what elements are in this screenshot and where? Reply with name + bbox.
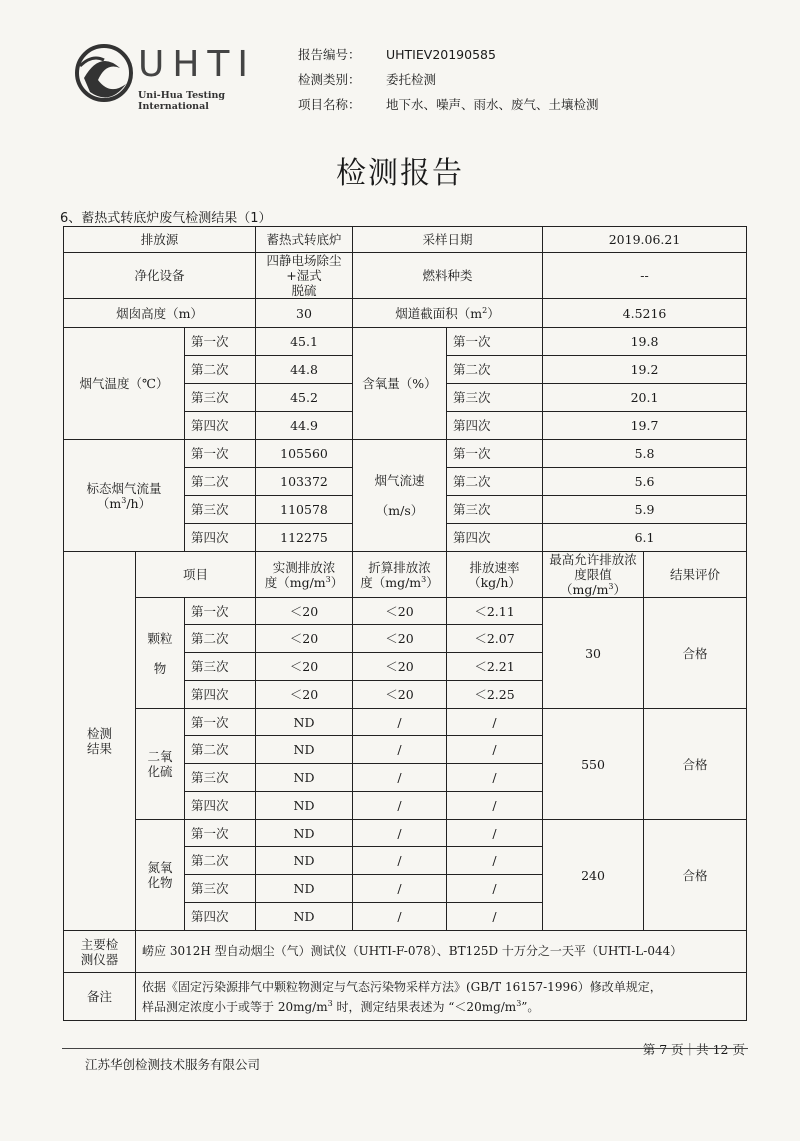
round-label: 第二次 xyxy=(447,356,543,384)
project-label: 项目名称： xyxy=(298,97,361,112)
flow-label-2a: （m xyxy=(96,495,122,511)
measured-value: ＜20 xyxy=(256,681,353,709)
measured-value: ＜20 xyxy=(256,653,353,681)
results-table xyxy=(63,226,747,1021)
project: 地下水、噪声、雨水、废气、土壤检测 xyxy=(386,97,599,112)
oxygen-label: 含氧量（%） xyxy=(353,328,447,440)
temp-label: 烟气温度（℃） xyxy=(64,328,185,440)
rate-value: / xyxy=(447,847,543,875)
remark-line-2c: ”。 xyxy=(521,999,540,1014)
measured-header-2b: ） xyxy=(330,574,344,590)
round-label: 第四次 xyxy=(185,681,256,709)
footer-divider xyxy=(62,1048,748,1049)
speed-value: 5.8 xyxy=(543,440,747,468)
flow-value: 110578 xyxy=(256,496,353,524)
measured-header xyxy=(256,552,353,598)
table-row xyxy=(64,552,747,598)
pollutant-name xyxy=(136,598,185,709)
converted-value: / xyxy=(353,820,447,847)
limit-value: 30 xyxy=(543,598,644,709)
converted-value: / xyxy=(353,709,447,736)
round-label: 第二次 xyxy=(185,847,256,875)
instrument-label-1: 主要检 xyxy=(80,936,119,952)
round-label: 第三次 xyxy=(185,875,256,903)
converted-header-2a: 度（mg/m xyxy=(360,574,422,590)
pollutant-name-1: 氮氧 xyxy=(147,860,173,875)
round-label: 第四次 xyxy=(185,524,256,552)
source-value: 蓄热式转底炉 xyxy=(256,227,353,253)
round-label: 第一次 xyxy=(185,820,256,847)
round-label: 第二次 xyxy=(185,625,256,653)
test-result-1: 检测 xyxy=(86,726,112,741)
round-label: 第一次 xyxy=(185,598,256,625)
measured-header-sup: 3 xyxy=(325,574,331,584)
limit-value: 550 xyxy=(543,709,644,820)
remark-sup: 3 xyxy=(327,998,333,1008)
oxygen-value: 19.7 xyxy=(543,412,747,440)
flow-value: 105560 xyxy=(256,440,353,468)
remark-label: 备注 xyxy=(64,973,136,1021)
flow-value: 112275 xyxy=(256,524,353,552)
remark-sup-2: 3 xyxy=(516,998,522,1008)
pollutant-name-2: 物 xyxy=(153,660,167,676)
measured-header-1: 实测排放浓 xyxy=(272,559,336,575)
rate-value: / xyxy=(447,736,543,764)
page-number: 第 7 页｜共 12 页 xyxy=(642,1042,745,1057)
round-label: 第一次 xyxy=(185,328,256,356)
converted-header-sup: 3 xyxy=(421,574,427,584)
measured-value: ND xyxy=(256,764,353,792)
oxygen-value: 20.1 xyxy=(543,384,747,412)
measured-value: ＜20 xyxy=(256,625,353,653)
converted-header-1: 折算排放浓 xyxy=(368,559,431,575)
limit-header-2a: 度限值（mg/m xyxy=(560,567,612,597)
purify-line-2: 脱硫 xyxy=(291,283,317,298)
instrument-text: 崂应 3012H 型自动烟尘（气）测试仪（UHTI-F-078）、BT125D 十万分之一天平（UHTI-L-044） xyxy=(136,931,747,973)
page-title: 检测报告 xyxy=(336,156,464,191)
eval-header: 结果评价 xyxy=(644,552,747,598)
date-label: 采样日期 xyxy=(353,227,543,253)
rate-value: ＜2.11 xyxy=(447,598,543,625)
purify-value xyxy=(256,253,353,299)
table-row xyxy=(64,931,747,973)
remark-line-2a: 样品测定浓度小于或等于 20mg/m xyxy=(142,999,328,1014)
round-label: 第二次 xyxy=(185,468,256,496)
rate-value: / xyxy=(447,903,543,931)
table-row xyxy=(64,598,747,625)
round-label: 第三次 xyxy=(447,384,543,412)
temp-value: 44.9 xyxy=(256,412,353,440)
rate-value: ＜2.21 xyxy=(447,653,543,681)
pollutant-name-2: 化物 xyxy=(147,875,173,890)
temp-value: 45.2 xyxy=(256,384,353,412)
flow-label-2b: /h） xyxy=(126,495,152,511)
rate-value: / xyxy=(447,820,543,847)
temp-value: 45.1 xyxy=(256,328,353,356)
round-label: 第三次 xyxy=(185,653,256,681)
flow-label-sup: 3 xyxy=(121,495,127,505)
table-row xyxy=(64,973,747,1021)
table-row xyxy=(64,253,747,299)
height-label: 烟囱高度（m） xyxy=(64,299,256,328)
pollutant-name-2: 化硫 xyxy=(147,764,173,779)
area-label-sup: 2 xyxy=(482,305,488,315)
converted-value: / xyxy=(353,792,447,820)
round-label: 第二次 xyxy=(185,736,256,764)
company-name: 江苏华创检测技术服务有限公司 xyxy=(85,1057,261,1072)
speed-value: 5.9 xyxy=(543,496,747,524)
round-label: 第四次 xyxy=(447,524,543,552)
section-title: 6、蓄热式转底炉废气检测结果（1） xyxy=(60,211,272,226)
pollutant-name-1: 二氧 xyxy=(147,749,173,764)
round-label: 第一次 xyxy=(447,328,543,356)
round-label: 第四次 xyxy=(447,412,543,440)
report-no-label: 报告编号： xyxy=(298,47,361,62)
converted-header-2b: ） xyxy=(426,574,439,590)
fuel-label: 燃料种类 xyxy=(353,253,543,299)
table-row xyxy=(64,709,747,736)
temp-value: 44.8 xyxy=(256,356,353,384)
remark-text xyxy=(136,973,747,1021)
company-logo xyxy=(70,40,270,110)
speed-label-2: （m/s） xyxy=(375,503,424,518)
converted-value: ＜20 xyxy=(353,625,447,653)
date-value: 2019.06.21 xyxy=(543,227,747,253)
instrument-label xyxy=(64,931,136,973)
round-label: 第三次 xyxy=(447,496,543,524)
round-label: 第四次 xyxy=(185,903,256,931)
converted-value: ＜20 xyxy=(353,653,447,681)
rate-header-2: （kg/h） xyxy=(468,574,521,590)
flow-label-1: 标态烟气流量 xyxy=(86,480,162,496)
round-label: 第三次 xyxy=(185,764,256,792)
measured-value: ND xyxy=(256,736,353,764)
converted-value: / xyxy=(353,903,447,931)
converted-value: ＜20 xyxy=(353,681,447,709)
flow-label xyxy=(64,440,185,552)
speed-value: 5.6 xyxy=(543,468,747,496)
remark-line-1: 依据《固定污染源排气中颗粒物测定与气态污染物采样方法》(GB/T 16157-1996）修改单规定， xyxy=(142,979,662,994)
round-label: 第三次 xyxy=(185,496,256,524)
limit-header-sup: 3 xyxy=(608,581,614,591)
limit-header-2b: ） xyxy=(613,582,627,597)
table-row xyxy=(64,820,747,847)
area-label-a: 烟道截面积（m xyxy=(395,305,483,321)
fuel-value: -- xyxy=(543,253,747,299)
logo-subtext: Uni-Hua Testing International xyxy=(138,90,226,112)
round-label: 第四次 xyxy=(185,412,256,440)
round-label: 第四次 xyxy=(185,792,256,820)
eval-value: 合格 xyxy=(644,709,747,820)
measured-value: ND xyxy=(256,820,353,847)
converted-value: / xyxy=(353,847,447,875)
area-label xyxy=(353,299,543,328)
eval-value: 合格 xyxy=(644,598,747,709)
test-result-2: 结果 xyxy=(86,741,112,756)
logo-text: UHTI xyxy=(138,44,257,85)
measured-value: ＜20 xyxy=(256,598,353,625)
report-no: UHTIEV20190585 xyxy=(386,47,496,62)
limit-value: 240 xyxy=(543,820,644,931)
measured-value: ND xyxy=(256,875,353,903)
round-label: 第一次 xyxy=(447,440,543,468)
measured-value: ND xyxy=(256,903,353,931)
test-result-label xyxy=(64,552,136,931)
eval-value: 合格 xyxy=(644,820,747,931)
round-label: 第二次 xyxy=(447,468,543,496)
measured-value: ND xyxy=(256,847,353,875)
oxygen-value: 19.8 xyxy=(543,328,747,356)
pollutant-name-1: 颗粒 xyxy=(147,630,173,646)
table-row xyxy=(64,328,747,356)
rate-value: / xyxy=(447,764,543,792)
category: 委托检测 xyxy=(386,72,437,87)
report-meta xyxy=(298,42,599,117)
item-header: 项目 xyxy=(136,552,256,598)
area-label-b: ） xyxy=(487,305,500,321)
rate-value: / xyxy=(447,875,543,903)
measured-value: ND xyxy=(256,709,353,736)
pollutant-name xyxy=(136,709,185,820)
rate-value: / xyxy=(447,709,543,736)
limit-header-1: 最高允许排放浓 xyxy=(549,552,637,567)
speed-label-1: 烟气流速 xyxy=(374,473,425,488)
converted-value: / xyxy=(353,875,447,903)
converted-value: ＜20 xyxy=(353,598,447,625)
flow-value: 103372 xyxy=(256,468,353,496)
table-row xyxy=(64,440,747,468)
purify-label: 净化设备 xyxy=(64,253,256,299)
pollutant-name xyxy=(136,820,185,931)
round-label: 第一次 xyxy=(185,440,256,468)
rate-header-1: 排放速率 xyxy=(469,559,520,575)
round-label: 第二次 xyxy=(185,356,256,384)
purify-line-1: 四静电场除尘+湿式 xyxy=(266,253,342,283)
table-row xyxy=(64,299,747,328)
source-label: 排放源 xyxy=(64,227,256,253)
speed-value: 6.1 xyxy=(543,524,747,552)
table-row xyxy=(64,227,747,253)
speed-label xyxy=(353,440,447,552)
rate-value: / xyxy=(447,792,543,820)
round-label: 第三次 xyxy=(185,384,256,412)
rate-value: ＜2.25 xyxy=(447,681,543,709)
area-value: 4.5216 xyxy=(543,299,747,328)
measured-header-2a: 度（mg/m xyxy=(264,574,326,590)
oxygen-value: 19.2 xyxy=(543,356,747,384)
converted-value: / xyxy=(353,764,447,792)
remark-line-2b: 时，测定结果表述为 “＜20mg/m xyxy=(332,999,517,1014)
category-label: 检测类别： xyxy=(298,72,361,87)
rate-value: ＜2.07 xyxy=(447,625,543,653)
rate-header xyxy=(447,552,543,598)
round-label: 第一次 xyxy=(185,709,256,736)
converted-header xyxy=(353,552,447,598)
converted-value: / xyxy=(353,736,447,764)
limit-header xyxy=(543,552,644,598)
instrument-label-2: 测仪器 xyxy=(80,951,119,967)
measured-value: ND xyxy=(256,792,353,820)
height-value: 30 xyxy=(256,299,353,328)
